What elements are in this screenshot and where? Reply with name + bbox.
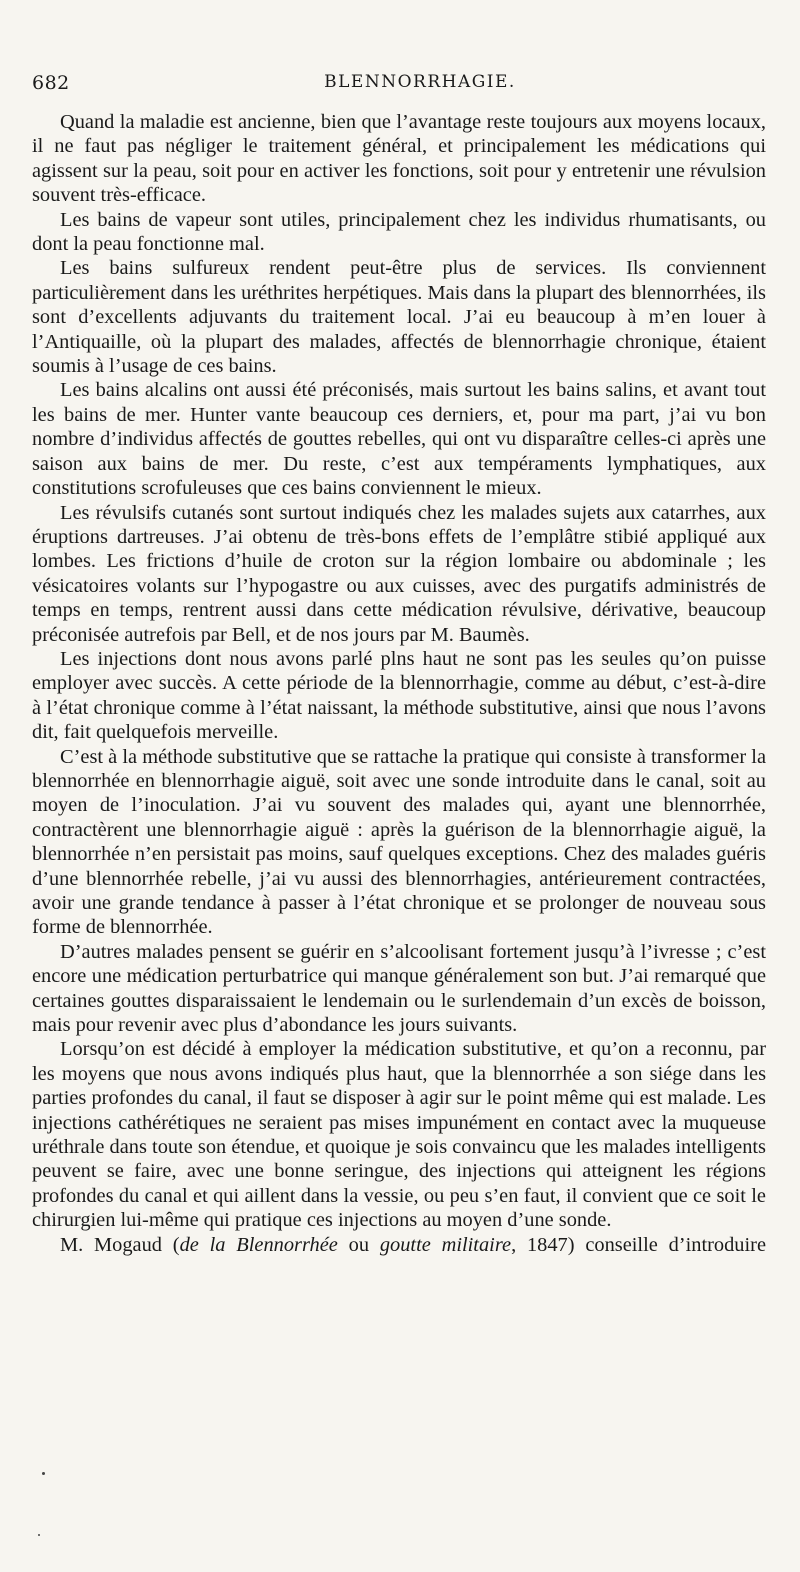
print-specks <box>34 1440 74 1560</box>
ink-speck <box>38 1534 40 1536</box>
mogaud-tail: , 1847) conseille d’introduire <box>511 1233 767 1256</box>
paragraph-injections: Les injections dont nous avons parlé plns haut ne sont pas les seules qu’on puisse employer avec succès. A cette période de la blennorrhagie, comme au début, c’est-à-dire à l’état chronique comme à l’état naissant, la méthode substitutive, ainsi que nous l’avons dit, fait quelquefois merveille. <box>32 647 766 744</box>
book-subtitle: goutte militaire <box>379 1233 512 1256</box>
mogaud-lead: M. Mogaud ( <box>60 1233 180 1256</box>
paragraph-alkaline-baths: Les bains alcalins ont aussi été préconisés, mais surtout les bains salins, et avant tout les bains de mer. Hunter vante beaucoup ces derniers, et, pour ma part, j’ai vu bon nombre d’individus affectés de gouttes rebelles, qui ont vu disparaître celles-ci après une saison aux bains de mer. Du reste, c’est aux tempéraments lymphatiques, aux constitutions scrofuleuses que ces bains conviennent le mieux. <box>32 379 766 500</box>
paragraph-alcohol: D’autres malades pensent se guérir en s’alcoolisant fortement jusqu’à l’ivresse ; c’est encore une médication perturbatrice qui manque généralement son but. J’ai remarqué que certaines gouttes disparaissaient le lendemain ou le surlendemain d’un excès de boisson, mais pour revenir avec plus d’abondance les jours suivants. <box>32 940 766 1037</box>
page-number: 682 <box>32 72 70 94</box>
paragraph-mogaud <box>32 1233 766 1257</box>
page-header <box>32 72 768 102</box>
book-title: de la Blennorrhée <box>179 1233 338 1256</box>
ink-speck <box>42 1472 45 1475</box>
mogaud-conj: ou <box>337 1233 380 1256</box>
paragraph-substitutive-method: C’est à la méthode substitutive que se rattache la pratique qui consiste à transformer la blennorrhée en blennorrhagie aiguë, soit avec une sonde introduite dans le canal, soit au moyen de l’inoculation. J’ai vu souvent des malades qui, ayant une blennorrhée, contractèrent une blennorrhagie aiguë : après la guérison de la blennorrhagie aiguë, la blennorrhée n’en persistait pas moins, sauf quelques exceptions. Chez des malades guéris d’une blennorrhée rebelle, j’ai vu aussi des blennorrhagies, antérieurement contractées, avoir une grande tendance à passer à l’état chronique et se prolonger de nouveau sous forme de blennorrhée. <box>32 745 766 939</box>
paragraph-cathereric-injections: Lorsqu’on est décidé à employer la médication substitutive, et qu’on a reconnu, par les moyens que nous avons indiqués plus haut, que la blennorrhée a son siége dans les parties profondes du canal, il faut se disposer à agir sur le point même qui est malade. Les injections cathérétiques ne seraient pas mises impunément en contact avec la muqueuse uréthrale dans toute son étendue, et quoique je sois convaincu que les malades intelligents peuvent se faire, avec une bonne seringue, des injections qui atteignent les régions profondes du canal et qui aillent dans la vessie, ou peu s’en faut, il convient que ce soit le chirurgien lui-même qui pratique ces injections au moyen d’une sonde. <box>32 1038 766 1232</box>
paragraph-general-treatment: Quand la maladie est ancienne, bien que l’avantage reste toujours aux moyens locaux, il ne faut pas négliger le traitement général, et principalement les médications qui agissent sur la peau, soit pour en activer les fonctions, soit pour y entretenir une révulsion souvent très-efficace. <box>32 111 766 207</box>
paragraph-sulfur-baths: Les bains sulfureux rendent peut-être plus de services. Ils conviennent particulièrement dans les uréthrites herpétiques. Mais dans la plupart des blennorrhées, ils sont d’excellents adjuvants du traitement local. J’ai eu beaucoup à m’en louer à l’Antiquaille, où la plupart des malades, affectés de blennorrhagie chronique, étaient soumis à l’usage de ces bains. <box>32 257 766 378</box>
paragraph-vapor-baths: Les bains de vapeur sont utiles, principalement chez les individus rhumatisants, ou dont la peau fonctionne mal. <box>32 208 766 256</box>
paragraph-revulsives: Les révulsifs cutanés sont surtout indiqués chez les malades sujets aux catarrhes, aux éruptions dartreuses. J’ai obtenu de très-bons effets de l’emplâtre stibié appliqué aux lombes. Les frictions d’huile de croton sur la région lombaire ou abdominale ; les vésicatoires volants sur l’hypogastre ou aux cuisses, avec des purgatifs administrés de temps en temps, rentrent aussi dans cette médication révulsive, dérivative, beaucoup préconisée autrefois par Bell, et de nos jours par M. Baumès. <box>32 501 766 646</box>
body-text <box>32 110 766 1257</box>
running-title: BLENNORRHAGIE. <box>324 72 516 92</box>
